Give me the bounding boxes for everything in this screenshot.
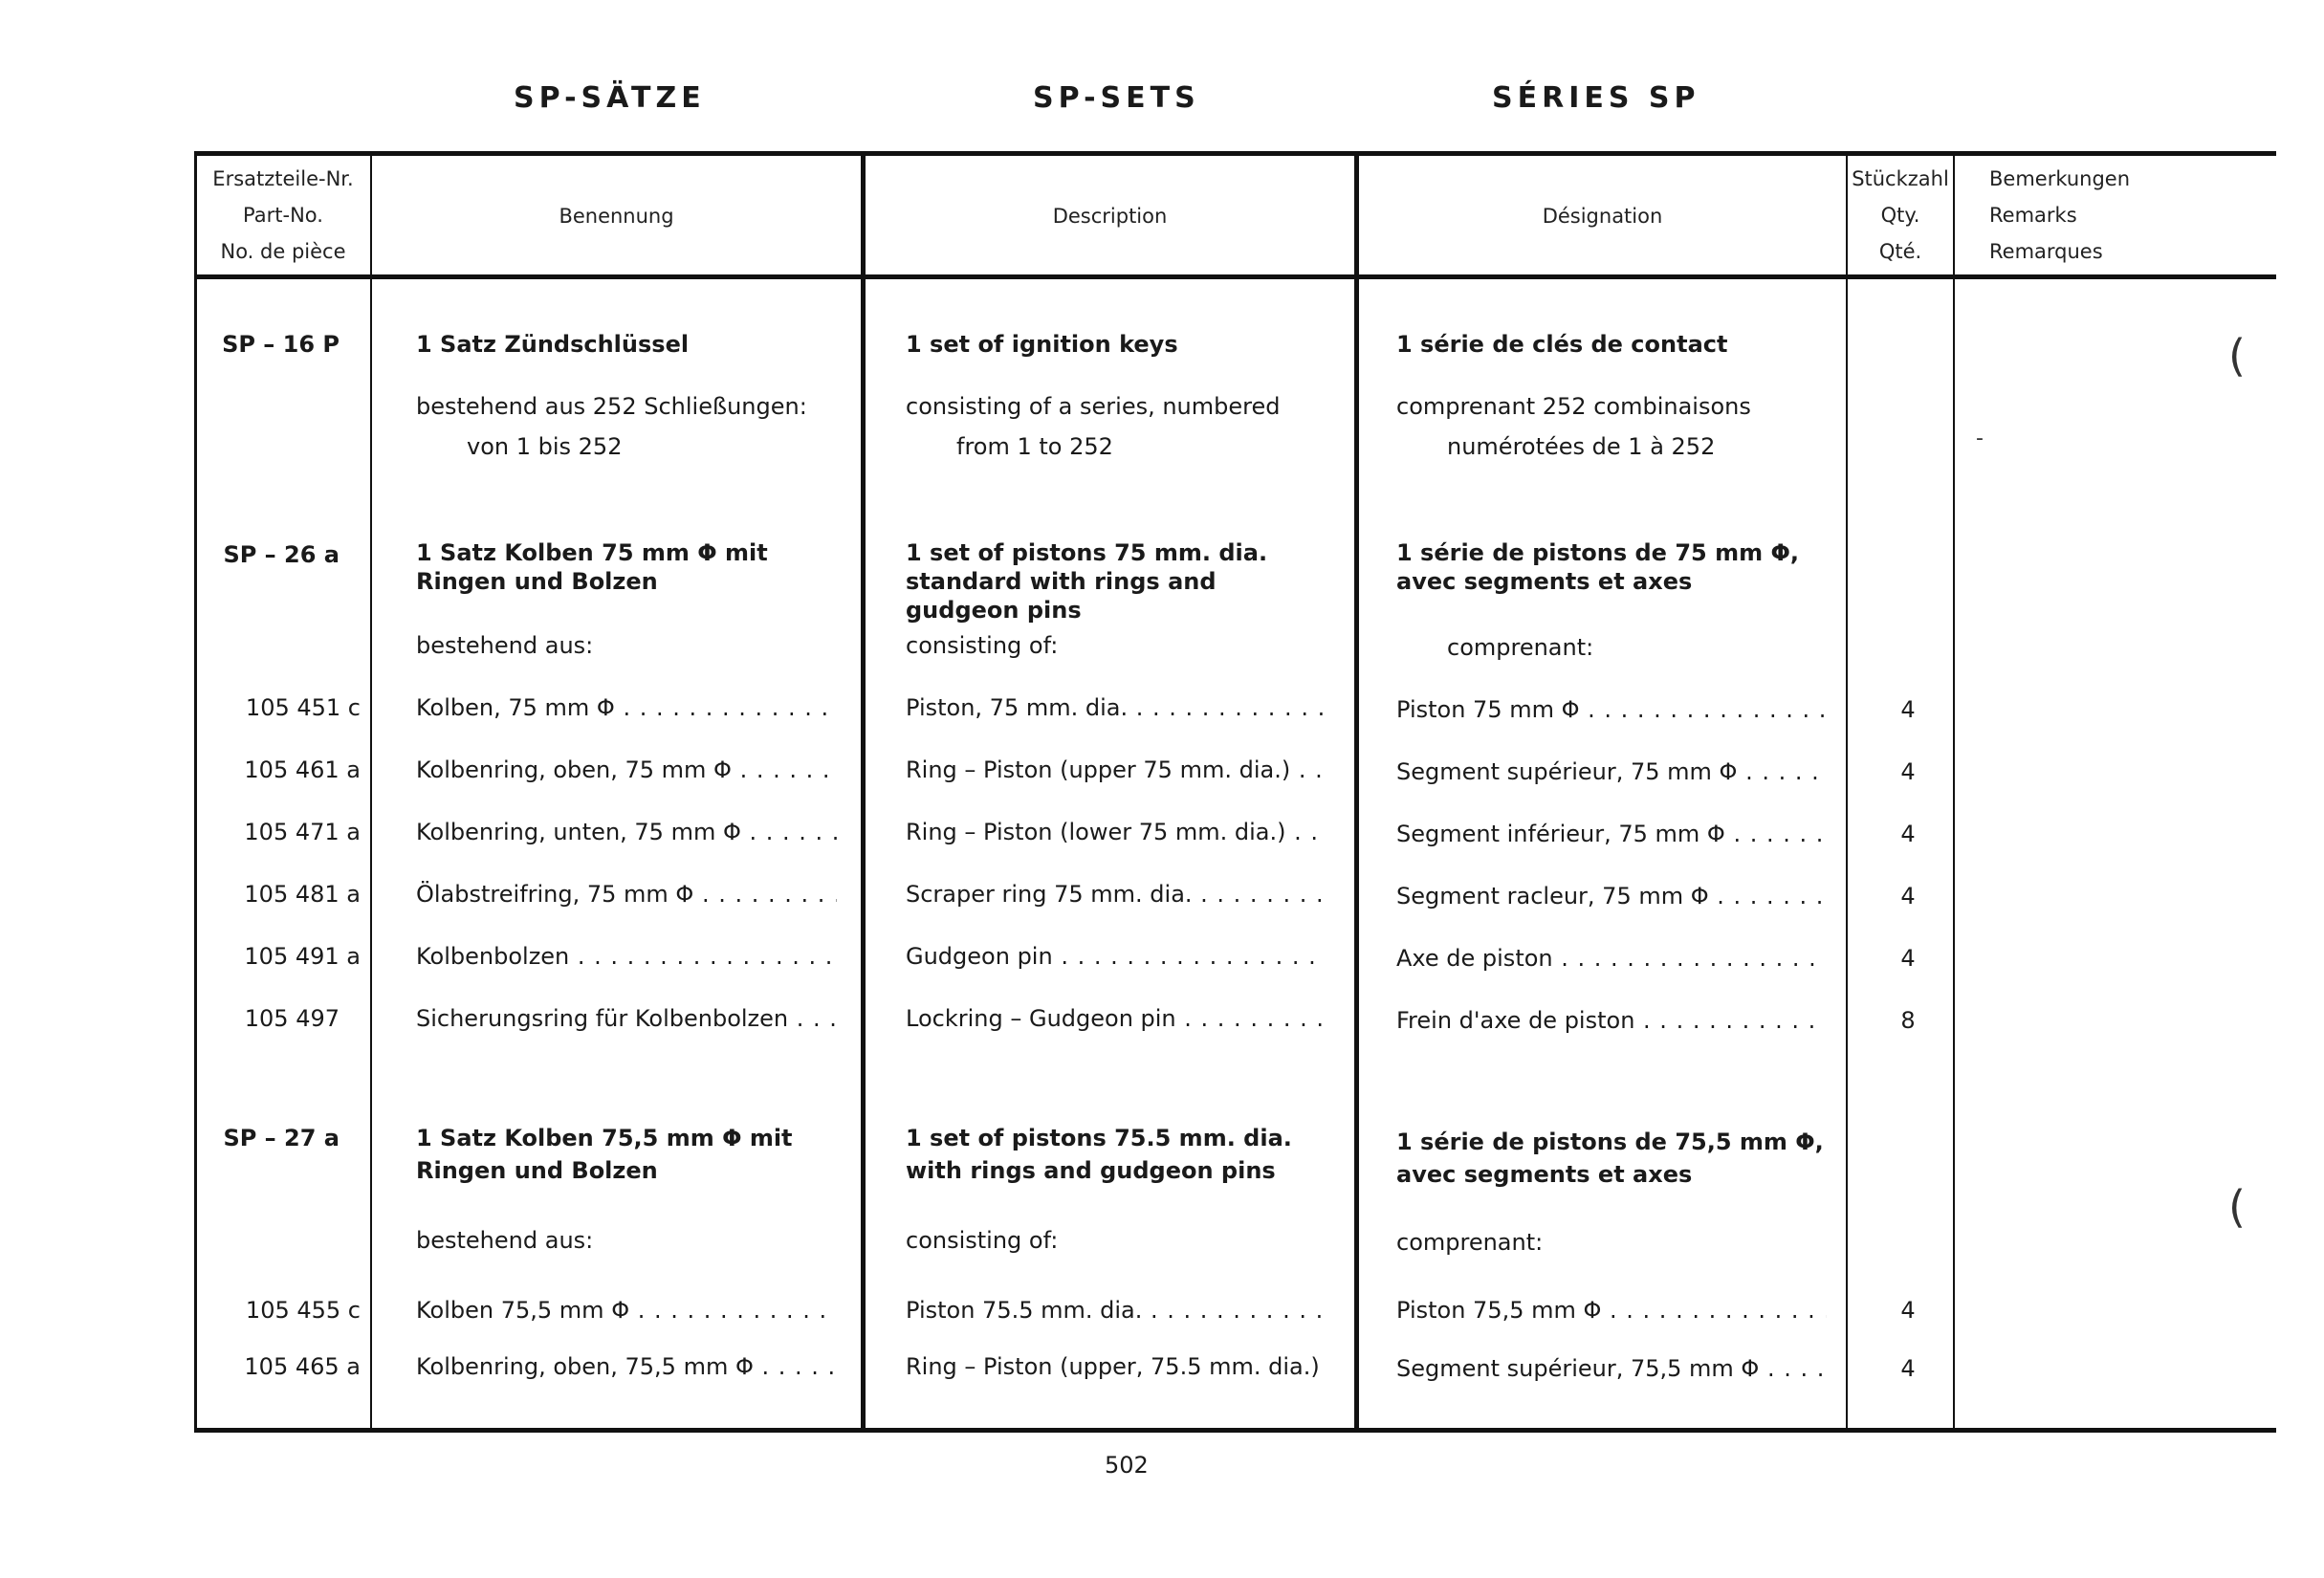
benennung-text: 1 Satz Kolben 75 mm Φ mit Ringen und Bolzen <box>416 539 768 595</box>
quantity: 4 <box>1900 1355 1916 1382</box>
designation-text: Segment supérieur, 75,5 mm Φ . . . <box>1396 1352 1827 1385</box>
part-number: 105 497 <box>244 1005 340 1032</box>
description-text: Gudgeon pin . . . <box>906 940 1326 973</box>
title-en: SP-SETS <box>1033 81 1200 115</box>
part-number: 105 481 a <box>244 881 361 908</box>
description-text: from 1 to 252 <box>956 433 1113 460</box>
benennung-text: 1 Satz Kolben 75,5 mm Φ mit Ringen und Bolzen <box>416 1125 793 1184</box>
benennung-text: Kolben 75,5 mm Φ . . . <box>416 1294 837 1326</box>
benennung-text: Kolben, 75 mm Φ . . . <box>416 691 837 724</box>
description-text: Ring – Piston (upper, 75.5 mm. dia.) <box>906 1353 1320 1380</box>
benennung-text: Ölabstreifring, 75 mm Φ . . . <box>416 878 837 910</box>
remarks-mark: ( <box>2228 330 2246 382</box>
remarks-mark: ( <box>2228 1181 2246 1233</box>
designation-text: comprenant: <box>1396 1229 1544 1256</box>
header-bottom-rule <box>194 274 2276 279</box>
part-number: 105 461 a <box>244 756 361 783</box>
description-text: 1 set of pistons 75 mm. dia. standard with rings and gudgeon pins <box>906 539 1268 624</box>
part-number: SP – 27 a <box>223 1125 340 1151</box>
description-text: 1 set of ignition keys <box>906 331 1178 358</box>
designation-text: Segment racleur, 75 mm Φ . . . <box>1396 880 1827 912</box>
description-text: consisting of: <box>906 1227 1059 1254</box>
remarks-mark: - <box>1976 427 1984 450</box>
benennung-text: Kolbenring, oben, 75 mm Φ . . . <box>416 754 837 786</box>
title-de: SP-SÄTZE <box>514 81 706 115</box>
part-number: SP – 26 a <box>223 541 340 568</box>
part-number: 105 451 c <box>245 694 361 721</box>
benennung-text: Kolbenbolzen . . . <box>416 940 837 973</box>
quantity: 4 <box>1900 696 1916 723</box>
benennung-text: 1 Satz Zündschlüssel <box>416 331 690 358</box>
quantity: 4 <box>1900 883 1916 910</box>
header-remarks: Bemerkungen Remarks Remarques <box>1989 167 2131 263</box>
table-top-rule <box>194 151 2276 156</box>
designation-text: 1 série de pistons de 75,5 mm Φ, avec segments et axes <box>1396 1129 1824 1188</box>
designation-text: numérotées de 1 à 252 <box>1447 433 1716 460</box>
designation-text: comprenant 252 combinaisons <box>1396 393 1751 420</box>
designation-text: Piston 75,5 mm Φ . . . <box>1396 1294 1827 1326</box>
designation-text: Axe de piston . . . <box>1396 942 1827 975</box>
column-divider-qty <box>1953 156 1955 1431</box>
description-text: 1 set of pistons 75.5 mm. dia. with rings and gudgeon pins <box>906 1125 1292 1184</box>
header-partno: Ersatzteile-Nr. Part-No. No. de pièce <box>212 167 354 263</box>
page-number: 502 <box>1105 1452 1149 1479</box>
designation-text: Piston 75 mm Φ . . . <box>1396 693 1827 726</box>
benennung-text: Sicherungsring für Kolbenbolzen . . . <box>416 1002 837 1035</box>
description-text: Ring – Piston (upper 75 mm. dia.) . . . <box>906 754 1326 786</box>
description-text: consisting of: <box>906 632 1059 659</box>
benennung-text: von 1 bis 252 <box>467 433 623 460</box>
column-divider-fr <box>1846 156 1848 1431</box>
part-number: 105 455 c <box>245 1297 361 1324</box>
benennung-text: bestehend aus: <box>416 632 594 659</box>
designation-text: comprenant: <box>1447 634 1594 661</box>
designation-text: Segment supérieur, 75 mm Φ . . . <box>1396 756 1827 788</box>
benennung-text: Kolbenring, unten, 75 mm Φ . . . <box>416 816 837 848</box>
title-fr: SÉRIES SP <box>1492 81 1700 115</box>
description-text: Ring – Piston (lower 75 mm. dia.) . . . <box>906 816 1326 848</box>
designation-text: 1 série de clés de contact <box>1396 331 1728 358</box>
designation-text: Frein d'axe de piston . . . <box>1396 1004 1827 1037</box>
part-number: 105 491 a <box>244 943 361 970</box>
header-benennung: Benennung <box>559 205 674 228</box>
description-text: Piston, 75 mm. dia. . . . <box>906 691 1326 724</box>
table-bottom-rule <box>194 1428 2276 1433</box>
description-text: Piston 75.5 mm. dia. . . . <box>906 1294 1326 1326</box>
quantity: 8 <box>1900 1007 1916 1034</box>
part-number: SP – 16 P <box>222 331 340 358</box>
column-divider-de <box>861 156 866 1431</box>
designation-text: 1 série de pistons de 75 mm Φ, avec segments et axes <box>1396 539 1799 595</box>
benennung-text: Kolbenring, oben, 75,5 mm Φ . . . <box>416 1350 837 1383</box>
quantity: 4 <box>1900 1297 1916 1324</box>
header-description: Description <box>1052 205 1168 228</box>
description-text: consisting of a series, numbered <box>906 393 1281 420</box>
part-number: 105 471 a <box>244 819 361 845</box>
column-divider-en <box>1354 156 1359 1431</box>
quantity: 4 <box>1900 821 1916 847</box>
description-text: Lockring – Gudgeon pin . . . <box>906 1002 1326 1035</box>
quantity: 4 <box>1900 758 1916 785</box>
part-number: 105 465 a <box>244 1353 361 1380</box>
description-text: Scraper ring 75 mm. dia. . . . <box>906 878 1326 910</box>
designation-text: Segment inférieur, 75 mm Φ . . . <box>1396 818 1827 850</box>
quantity: 4 <box>1900 945 1916 972</box>
header-qty: Stückzahl Qty. Qté. <box>1852 167 1949 263</box>
benennung-text: bestehend aus: <box>416 1227 594 1254</box>
benennung-text: bestehend aus 252 Schließungen: <box>416 393 807 420</box>
column-divider-partno <box>370 156 372 1431</box>
header-designation: Désignation <box>1542 205 1663 228</box>
